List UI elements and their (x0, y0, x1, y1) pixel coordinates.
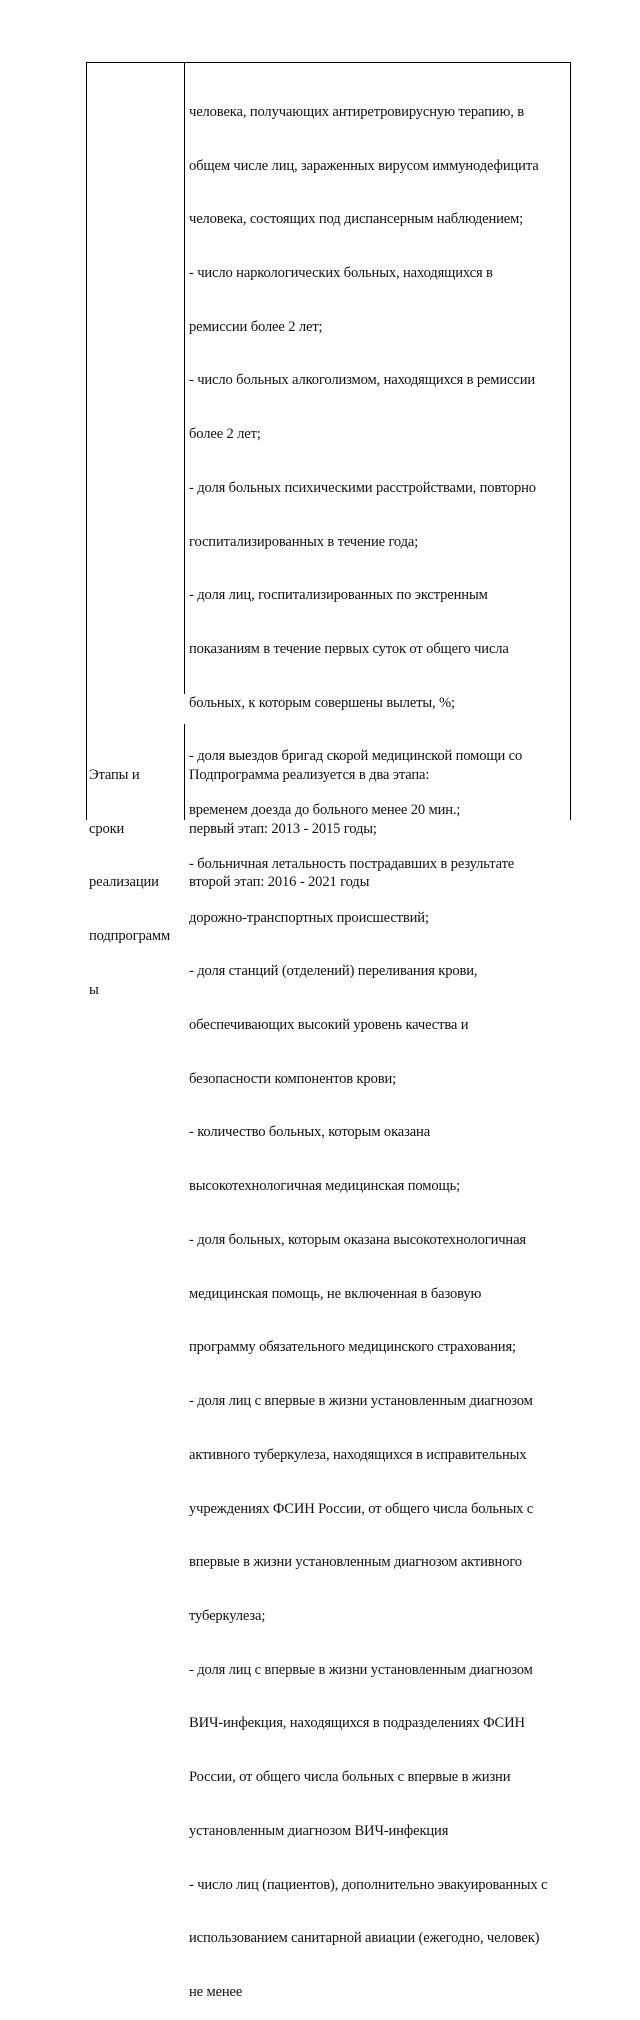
list-line: использованием санитарной авиации (ежегодно, человек) (189, 1930, 540, 1947)
list-line: более 2 лет; (189, 426, 261, 443)
list-line: - доля лиц с впервые в жизни установленным диагнозом (189, 1393, 533, 1410)
list-line: - доля лиц, госпитализированных по экстренным (189, 587, 488, 604)
list-line: впервые в жизни установленным диагнозом активного (189, 1554, 522, 1571)
indicators-list (189, 68, 547, 2020)
stages-label-line: реализации (89, 874, 159, 891)
table-left-border (86, 62, 87, 820)
column-divider-upper (184, 62, 185, 694)
list-line: человека, получающих антиретровирусную терапию, в (189, 103, 524, 120)
list-line: временем доезда до больного менее 20 мин.; (189, 802, 461, 819)
stages-label-line: Этапы и (89, 766, 140, 783)
stages-label-line: подпрограмм (89, 927, 171, 944)
list-line: России, от общего числа больных с впервые в жизни (189, 1769, 511, 1786)
list-line: установленным диагнозом ВИЧ-инфекция (189, 1822, 449, 1839)
stages-label (89, 731, 170, 1018)
list-line: обеспечивающих высокий уровень качества и (189, 1017, 469, 1034)
list-line: учреждениях ФСИН России, от общего числа больных с (189, 1500, 534, 1517)
list-line: программу обязательного медицинского страхования; (189, 1339, 516, 1356)
stages-content-line: второй этап: 2016 - 2021 годы (189, 874, 370, 891)
list-line: туберкулеза; (189, 1607, 266, 1624)
list-line: человека, состоящих под диспансерным наблюдением; (189, 211, 524, 228)
list-line: медицинская помощь, не включенная в базовую (189, 1285, 482, 1302)
list-line: общем числе лиц, зараженных вирусом иммунодефицита (189, 157, 539, 174)
stages-label-line: ы (89, 981, 99, 998)
list-line: - доля станций (отделений) переливания крови, (189, 963, 478, 980)
table-top-border (86, 62, 570, 63)
list-line: ремиссии более 2 лет; (189, 318, 323, 335)
list-line: - число лиц (пациентов), дополнительно эвакуированных с (189, 1876, 548, 1893)
table-right-border (570, 62, 571, 820)
list-line: - доля лиц с впервые в жизни установленным диагнозом (189, 1661, 533, 1678)
list-line: больных, к которым совершены вылеты, %; (189, 694, 455, 711)
list-line: - больничная летальность пострадавших в результате (189, 855, 515, 872)
stages-content-line: первый этап: 2013 - 2015 годы; (189, 820, 377, 837)
list-line: ВИЧ-инфекция, находящихся в подразделениях ФСИН (189, 1715, 525, 1732)
list-line: высокотехнологичная медицинская помощь; (189, 1178, 460, 1195)
list-line: - доля больных психическими расстройствами, повторно (189, 479, 536, 496)
stages-label-line: сроки (89, 820, 125, 837)
list-line: показаниям в течение первых суток от общего числа (189, 641, 509, 657)
list-line: не менее (189, 1983, 243, 2000)
list-line: - доля выездов бригад скорой медицинской помощи со (189, 748, 523, 765)
list-line: - доля больных, которым оказана высокотехнологичная (189, 1231, 526, 1248)
list-line: - количество больных, которым оказана (189, 1124, 431, 1141)
list-line: - число наркологических больных, находящихся в (189, 264, 493, 281)
list-line: дорожно-транспортных происшествий; (189, 909, 429, 926)
stages-content (189, 731, 429, 910)
list-line: - число больных алкоголизмом, находящихся в ремиссии (189, 372, 536, 389)
list-line: активного туберкулеза, находящихся в исправительных (189, 1446, 527, 1463)
list-line: госпитализированных в течение года; (189, 533, 419, 550)
stages-content-line: Подпрограмма реализуется в два этапа: (189, 766, 430, 783)
column-divider-lower (184, 724, 185, 820)
list-line: безопасности компонентов крови; (189, 1070, 397, 1087)
